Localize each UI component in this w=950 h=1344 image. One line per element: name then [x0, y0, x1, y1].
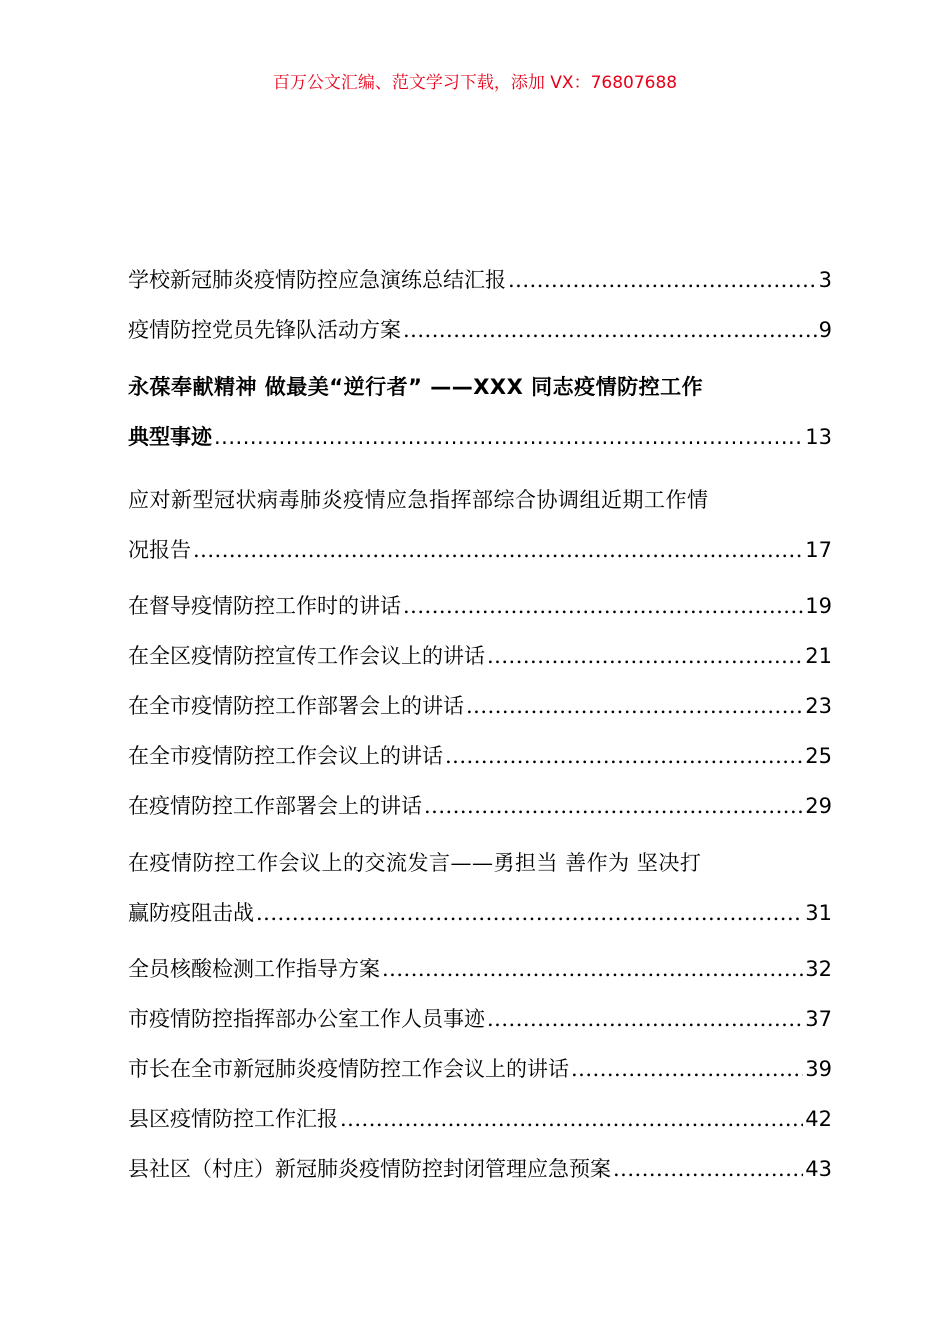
toc-entry[interactable] — [128, 262, 832, 299]
dot-leader — [466, 688, 803, 725]
dot-leader — [340, 1101, 803, 1138]
toc-entry-title-line1: 在疫情防控工作会议上的交流发言——勇担当 善作为 坚决打 — [128, 851, 702, 875]
toc-entry[interactable] — [128, 838, 832, 938]
toc-entry-page: 17 — [805, 538, 832, 562]
dot-leader — [487, 638, 803, 675]
toc-entry-page: 39 — [805, 1057, 832, 1081]
dot-leader — [256, 888, 803, 938]
toc-entry-page: 29 — [805, 794, 832, 818]
toc-entry-page: 13 — [805, 425, 832, 449]
toc-entry-page: 31 — [805, 901, 832, 925]
header-banner: 百万公文汇编、范文学习下载，添加 VX：76807688 — [272, 73, 678, 93]
toc-entry[interactable] — [128, 362, 832, 462]
dot-leader — [571, 1051, 803, 1088]
toc-entry-page: 43 — [805, 1157, 832, 1181]
toc-entry-title: 学校新冠肺炎疫情防控应急演练总结汇报 — [128, 268, 506, 292]
toc-entry-title: 市长在全市新冠肺炎疫情防控工作会议上的讲话 — [128, 1057, 569, 1081]
dot-leader — [445, 738, 803, 775]
dot-leader — [382, 951, 803, 988]
dot-leader — [424, 788, 803, 825]
toc-entry-title: 市疫情防控指挥部办公室工作人员事迹 — [128, 1007, 485, 1031]
toc-entry-page: 32 — [805, 957, 832, 981]
toc-entry-page: 3 — [818, 268, 832, 292]
toc-entry[interactable] — [128, 738, 832, 775]
dot-leader — [214, 412, 803, 462]
toc-entry[interactable] — [128, 1001, 832, 1038]
toc-entry-title: 疫情防控党员先锋队活动方案 — [128, 318, 401, 342]
toc-entry-page: 37 — [805, 1007, 832, 1031]
dot-leader — [403, 588, 803, 625]
dot-leader — [193, 525, 803, 575]
toc-entry-title-line1: 应对新型冠状病毒肺炎疫情应急指挥部综合协调组近期工作情 — [128, 488, 709, 512]
toc-entry-title-line2: 况报告 — [128, 538, 191, 562]
toc-entry-page: 9 — [818, 318, 832, 342]
toc-entry[interactable] — [128, 688, 832, 725]
toc-entry-title-line1: 永葆奉献精神 做最美“逆行者” ——XXX 同志疫情防控工作 — [128, 375, 704, 399]
toc-entry[interactable] — [128, 588, 832, 625]
toc-entry-title: 县区疫情防控工作汇报 — [128, 1107, 338, 1131]
dot-leader — [403, 312, 817, 349]
toc-entry[interactable] — [128, 788, 832, 825]
toc-entry-title: 在疫情防控工作部署会上的讲话 — [128, 794, 422, 818]
toc-entry-title: 在全市疫情防控工作部署会上的讲话 — [128, 694, 464, 718]
toc-entry-page: 25 — [805, 744, 832, 768]
toc-entry[interactable] — [128, 1151, 832, 1188]
toc-entry-title: 在全市疫情防控工作会议上的讲话 — [128, 744, 443, 768]
toc-entry-page: 42 — [805, 1107, 832, 1131]
toc-entry-page: 23 — [805, 694, 832, 718]
toc-entry-title-line2: 典型事迹 — [128, 425, 212, 449]
toc-entry-title: 县社区（村庄）新冠肺炎疫情防控封闭管理应急预案 — [128, 1157, 611, 1181]
dot-leader — [613, 1151, 803, 1188]
toc-entry-page: 19 — [805, 594, 832, 618]
toc-entry[interactable] — [128, 1051, 832, 1088]
toc-entry-title: 全员核酸检测工作指导方案 — [128, 957, 380, 981]
toc-entry-title: 在督导疫情防控工作时的讲话 — [128, 594, 401, 618]
dot-leader — [487, 1001, 803, 1038]
toc-entry[interactable] — [128, 951, 832, 988]
toc-entry[interactable] — [128, 312, 832, 349]
dot-leader — [508, 262, 817, 299]
toc-entry[interactable] — [128, 475, 832, 575]
toc-entry-title: 在全区疫情防控宣传工作会议上的讲话 — [128, 644, 485, 668]
toc-entry-title-line2: 赢防疫阻击战 — [128, 901, 254, 925]
table-of-contents — [128, 262, 832, 1201]
toc-entry[interactable] — [128, 1101, 832, 1138]
toc-entry[interactable] — [128, 638, 832, 675]
toc-entry-page: 21 — [805, 644, 832, 668]
